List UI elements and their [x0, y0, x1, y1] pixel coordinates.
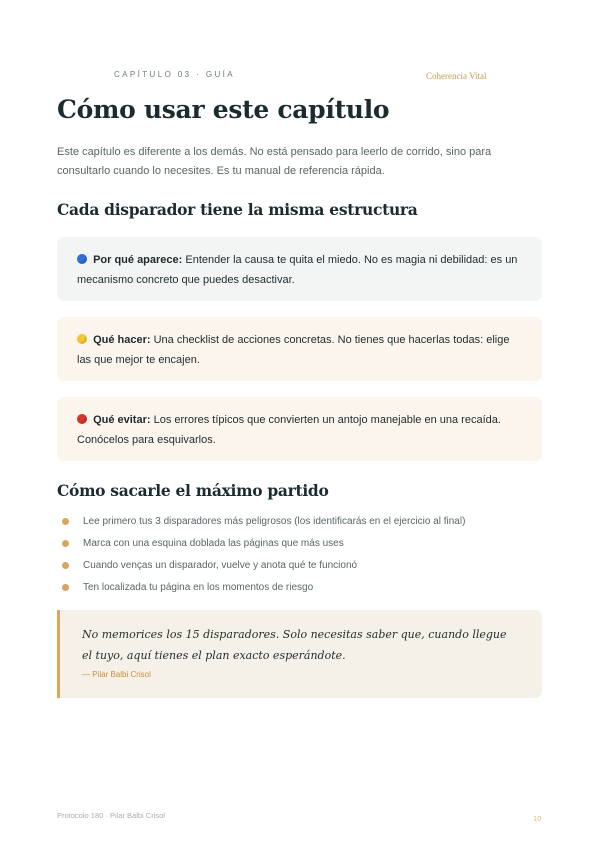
section-heading-structure: Cada disparador tiene la misma estructura: [57, 200, 418, 219]
card-why-text: Entender la causa te quita el miedo. No es magia ni debilidad: es un mecanismo concreto que puedes desactivar.: [77, 254, 518, 286]
list-item: [62, 510, 465, 532]
page-title: Cómo usar este capítulo: [57, 95, 390, 124]
tip-text: Lee primero tus 3 disparadores más peligrosos (los identificarás en el ejercicio al final): [83, 515, 466, 527]
yellow-circle-icon: [77, 334, 87, 344]
chapter-label: CAPÍTULO 03 · GUÍA: [114, 70, 235, 79]
card-what-to-do: [57, 317, 542, 381]
quote-box: [57, 610, 542, 698]
bullet-icon: [62, 584, 69, 591]
blue-circle-icon: [77, 254, 87, 264]
tip-text: Marca con una esquina doblada las páginas que más uses: [83, 537, 344, 549]
tip-text: Cuando venças un disparador, vuelve y anota qué te funcionó: [83, 559, 358, 571]
bullet-icon: [62, 562, 69, 569]
card-why: [57, 237, 542, 301]
card-why-label: Por qué aparece:: [93, 254, 183, 266]
card-what-to-avoid-label: Qué evitar:: [93, 414, 151, 426]
list-item: [62, 576, 465, 598]
quote-author: — Pilar Balbi Crisol: [82, 670, 151, 679]
tips-list: [62, 510, 465, 598]
bullet-icon: [62, 518, 69, 525]
list-item: [62, 554, 465, 576]
card-what-to-avoid-text: Los errores típicos que convierten un antojo manejable en una recaída. Conócelos para esquivarlos.: [77, 414, 501, 446]
card-what-to-do-text: Una checklist de acciones concretas. No tienes que hacerlas todas: elige las que mejor te encajen.: [77, 334, 510, 366]
bullet-icon: [62, 540, 69, 547]
intro-paragraph: Este capítulo es diferente a los demás. No está pensado para leerlo de corrido, sino para consultarlo cuando lo necesites. Es tu manual de referencia rápida.: [57, 146, 492, 177]
section-heading-tips: Cómo sacarle el máximo partido: [57, 481, 329, 500]
list-item: [62, 532, 465, 554]
card-what-to-do-label: Qué hacer:: [93, 334, 151, 346]
red-circle-icon: [77, 414, 87, 424]
quote-text: No memorices los 15 disparadores. Solo necesitas saber que, cuando llegue el tuyo, aquí tienes el plan exacto esperándote.: [82, 628, 507, 662]
brand-name: Coherencia Vital: [426, 71, 487, 81]
page-number: 10: [533, 814, 542, 823]
footer-credit: Protocolo 180 · Pilar Balbi Crisol: [57, 811, 165, 820]
tip-text: Ten localizada tu página en los momentos de riesgo: [83, 581, 314, 593]
card-what-to-avoid: [57, 397, 542, 461]
